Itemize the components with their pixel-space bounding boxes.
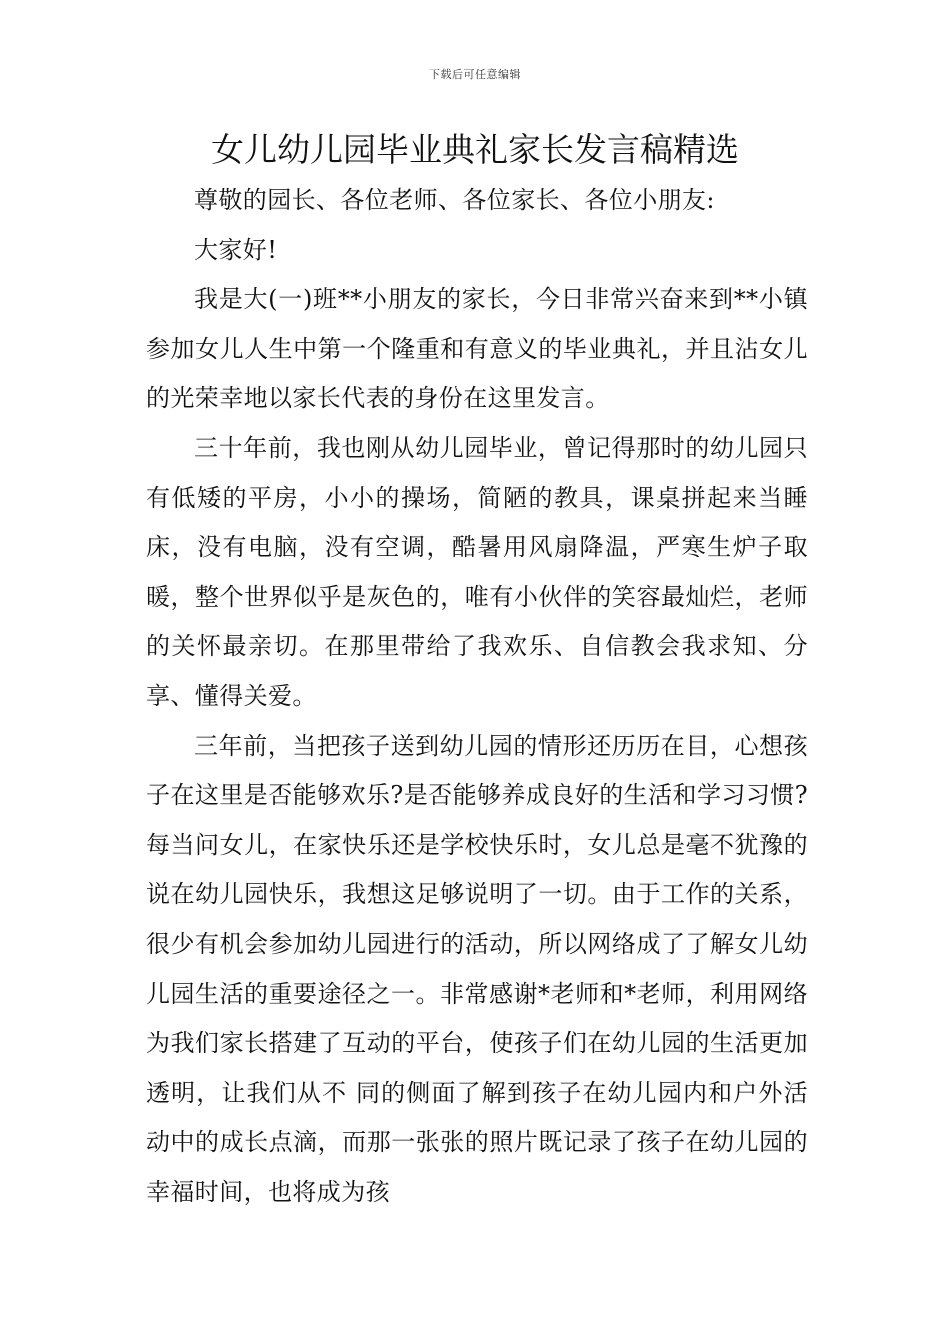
body-paragraph: 三年前，当把孩子送到幼儿园的情形还历历在目，心想孩子在这里是否能够欢乐?是否能够养成良好的生活和学习习惯?每当问女儿，在家快乐还是学校快乐时，女儿总是毫不犹豫的说在幼儿园快乐，我想这足够说明了一切。由于工作的关系，很少有机会参加幼儿园进行的活动，所以网络成了了解女儿幼儿园生活的重要途径之一。非常感谢*老师和*老师，利用网络为我们家长搭建了互动的平台，使孩子们在幼儿园的生活更加透明，让我们从不 同的侧面了解到孩子在幼儿园内和户外活动中的成长点滴，而那一张张的照片既记录了孩子在幼儿园的幸福时间，也将成为孩 bbox=[146, 731, 808, 1206]
document-body bbox=[146, 176, 808, 1217]
header-note: 下载后可任意编辑 bbox=[429, 68, 521, 81]
salutation-paragraph: 尊敬的园长、各位老师、各位家长、各位小朋友: bbox=[194, 186, 715, 214]
body-paragraph: 三十年前，我也刚从幼儿园毕业，曾记得那时的幼儿园只有低矮的平房，小小的操场，简陋的教具，课桌拼起来当睡床，没有电脑，没有空调，酷暑用风扇降温，严寒生炉子取暖，整个世界似乎是灰色的，唯有小伙伴的笑容最灿烂，老师的关怀最亲切。在那里带给了我欢乐、自信教会我求知、分享、懂得关爱。 bbox=[146, 433, 808, 710]
body-paragraph: 我是大(一)班**小朋友的家长，今日非常兴奋来到**小镇参加女儿人生中第一个隆重和有意义的毕业典礼，并且沾女儿的光荣幸地以家长代表的身份在这里发言。 bbox=[146, 285, 808, 413]
document-title: 女儿幼儿园毕业典礼家长发言稿精选 bbox=[211, 130, 739, 169]
greeting-paragraph: 大家好! bbox=[194, 235, 278, 264]
